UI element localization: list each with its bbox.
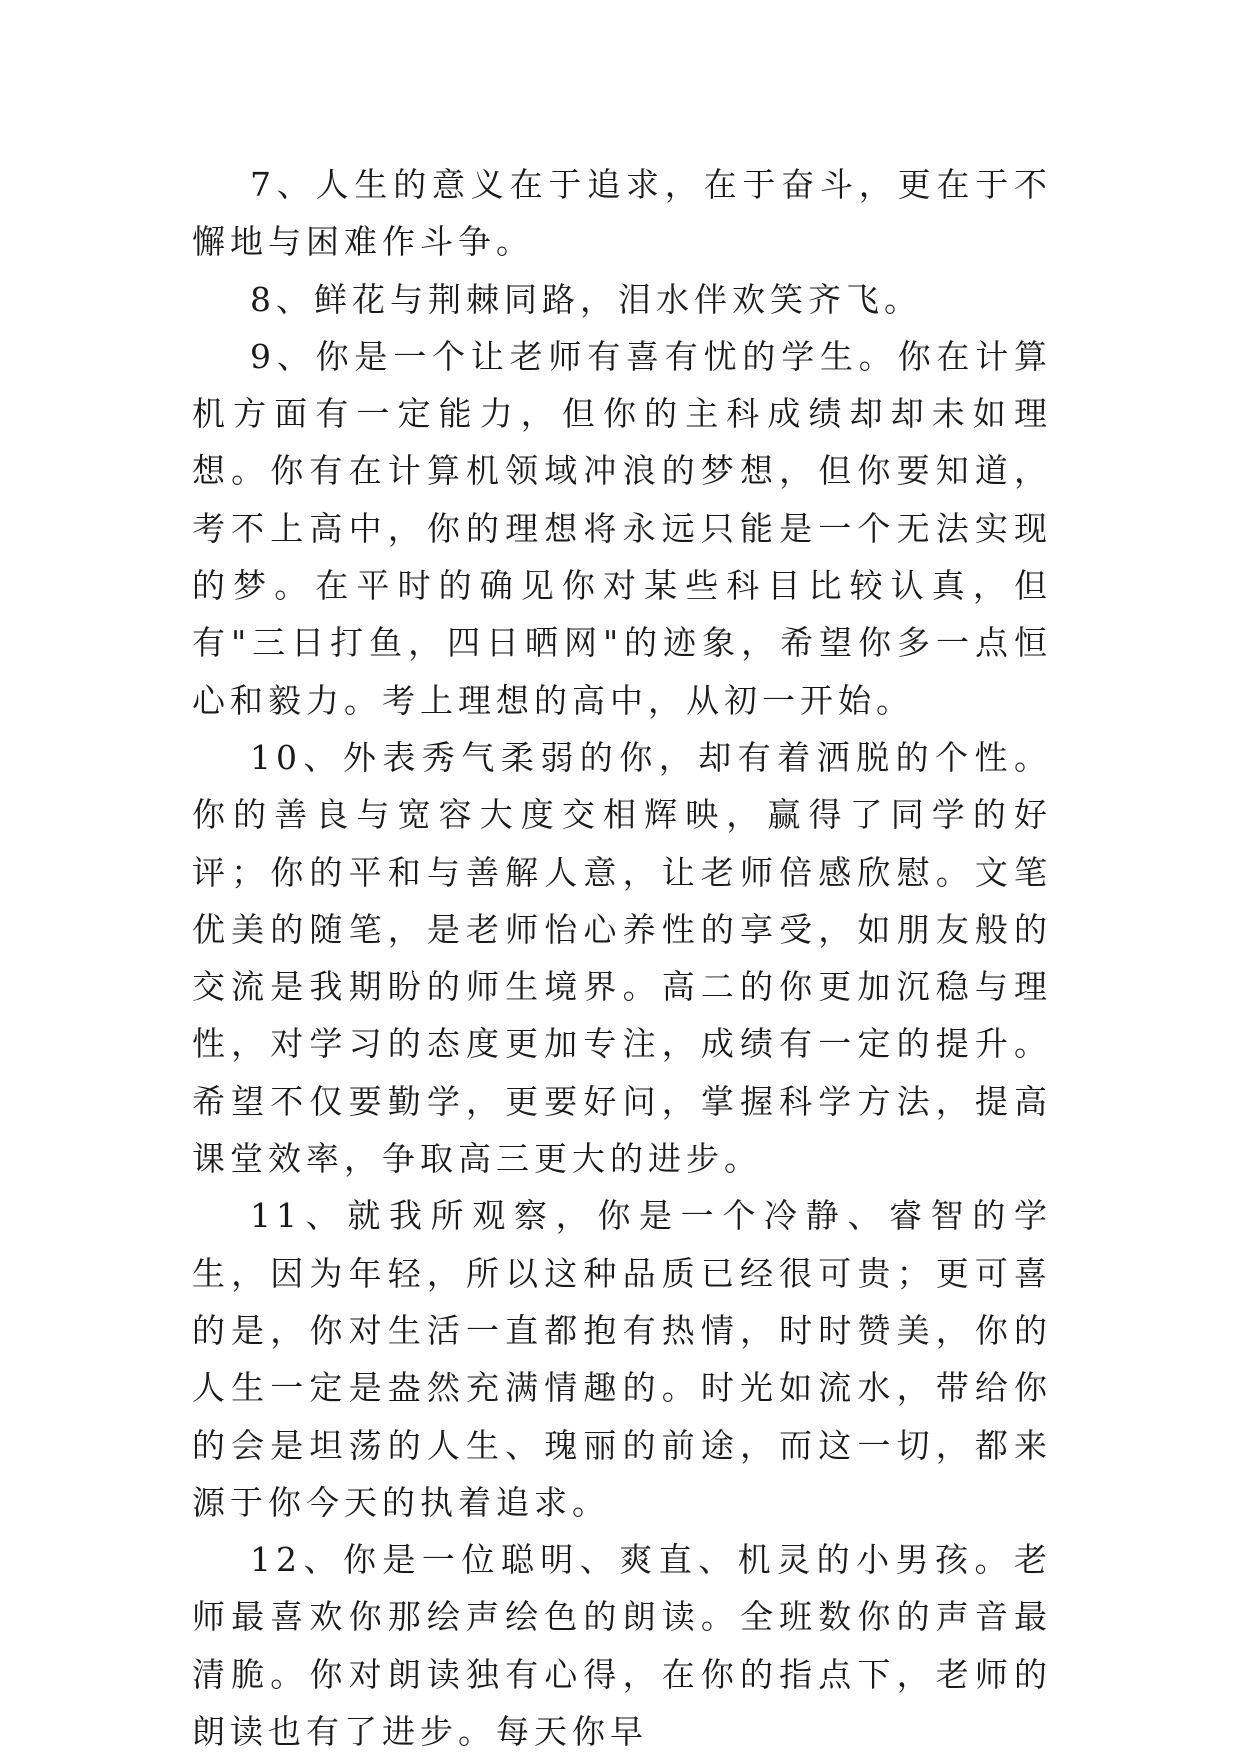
paragraph-11: 11、就我所观察，你是一个冷静、睿智的学生，因为年轻，所以这种品质已经很可贵；更可喜的是，你对生活一直都抱有热情，时时赞美，你的人生一定是盎然充满情趣的。时光如流水，带给你的会是坦荡的人生、瑰丽的前途，而这一切，都来源于你今天的执着追求。	[192, 1196, 1052, 1522]
paragraph-10: 10、外表秀气柔弱的你，却有着洒脱的个性。你的善良与宽容大度交相辉映，赢得了同学的好评；你的平和与善解人意，让老师倍感欣慰。文笔优美的随笔，是老师怡心养性的享受，如朋友般的交流是我期盼的师生境界。高二的你更加沉稳与理性，对学习的态度更加专注，成绩有一定的提升。希望不仅要勤学，更要好问，掌握科学方法，提高课堂效率，争取高三更大的进步。	[192, 737, 1052, 1179]
paragraph-12: 12、你是一位聪明、爽直、机灵的小男孩。老师最喜欢你那绘声绘色的朗读。全班数你的声音最清脆。你对朗读独有心得，在你的指点下，老师的朗读也有了进步。每天你早	[192, 1540, 1052, 1752]
document-body	[192, 156, 1052, 1760]
paragraph-9: 9、你是一个让老师有喜有忧的学生。你在计算机方面有一定能力，但你的主科成绩却却未如理想。你有在计算机领域冲浪的梦想，但你要知道，考不上高中，你的理想将永远只能是一个无法实现的梦。在平时的确见你对某些科目比较认真，但有"三日打鱼，四日晒网"的迹象，希望你多一点恒心和毅力。考上理想的高中，从初一开始。	[192, 336, 1052, 720]
paragraph-7: 7、人生的意义在于追求，在于奋斗，更在于不懈地与困难作斗争。	[192, 165, 1052, 262]
paragraph-8: 8、鲜花与荆棘同路，泪水伴欢笑齐飞。	[250, 279, 922, 319]
